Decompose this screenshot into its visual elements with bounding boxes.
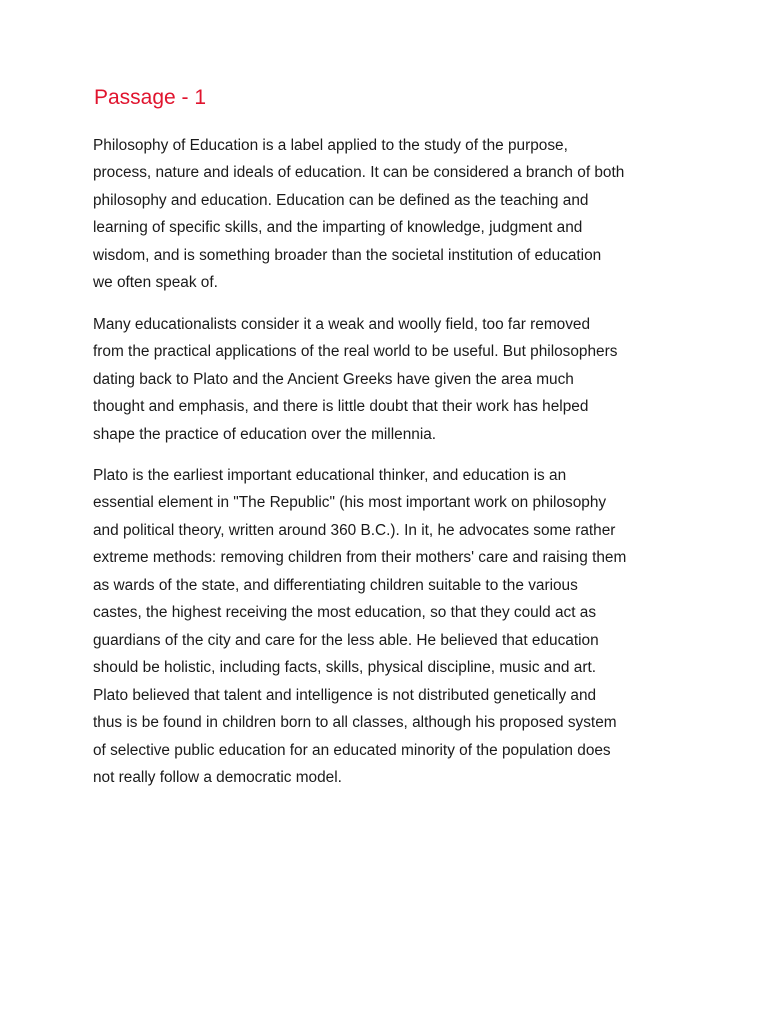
paragraph-line: Philosophy of Education is a label applied to the study of the purpose, <box>93 137 568 154</box>
paragraph-line: thus is be found in children born to all classes, although his proposed system <box>93 714 617 731</box>
paragraph-line: dating back to Plato and the Ancient Greeks have given the area much <box>93 371 574 388</box>
paragraph-line: extreme methods: removing children from their mothers' care and raising them <box>93 549 627 566</box>
paragraph-line: Plato is the earliest important educational thinker, and education is an <box>93 467 567 484</box>
paragraph-line: wisdom, and is something broader than the societal institution of education <box>93 247 602 264</box>
paragraph-line: we often speak of. <box>93 274 218 291</box>
paragraph-line: should be holistic, including facts, skills, physical discipline, music and art. <box>93 659 596 676</box>
paragraph-line: as wards of the state, and differentiating children suitable to the various <box>93 577 578 594</box>
paragraph-line: of selective public education for an educated minority of the population does <box>93 742 611 759</box>
paragraph-line: learning of specific skills, and the imparting of knowledge, judgment and <box>93 219 583 236</box>
passage-title: Passage - 1 <box>94 86 207 109</box>
paragraph-line: shape the practice of education over the millennia. <box>93 426 437 443</box>
paragraph-line: philosophy and education. Education can be defined as the teaching and <box>93 192 589 209</box>
paragraph-line: essential element in "The Republic" (his most important work on philosophy <box>93 494 607 511</box>
paragraph-line: process, nature and ideals of education. It can be considered a branch of both <box>93 164 625 181</box>
paragraph-line: and political theory, written around 360 B.C.). In it, he advocates some rather <box>93 522 616 539</box>
paragraph-line: not really follow a democratic model. <box>93 769 342 786</box>
paragraph-line: guardians of the city and care for the less able. He believed that education <box>93 632 599 649</box>
paragraph-line: Plato believed that talent and intelligence is not distributed genetically and <box>93 687 597 704</box>
paragraph-line: Many educationalists consider it a weak and woolly field, too far removed <box>93 316 591 333</box>
paragraph-line: castes, the highest receiving the most education, so that they could act as <box>93 604 597 621</box>
paragraph-line: thought and emphasis, and there is little doubt that their work has helped <box>93 398 589 415</box>
paragraph-line: from the practical applications of the real world to be useful. But philosophers <box>93 343 618 360</box>
